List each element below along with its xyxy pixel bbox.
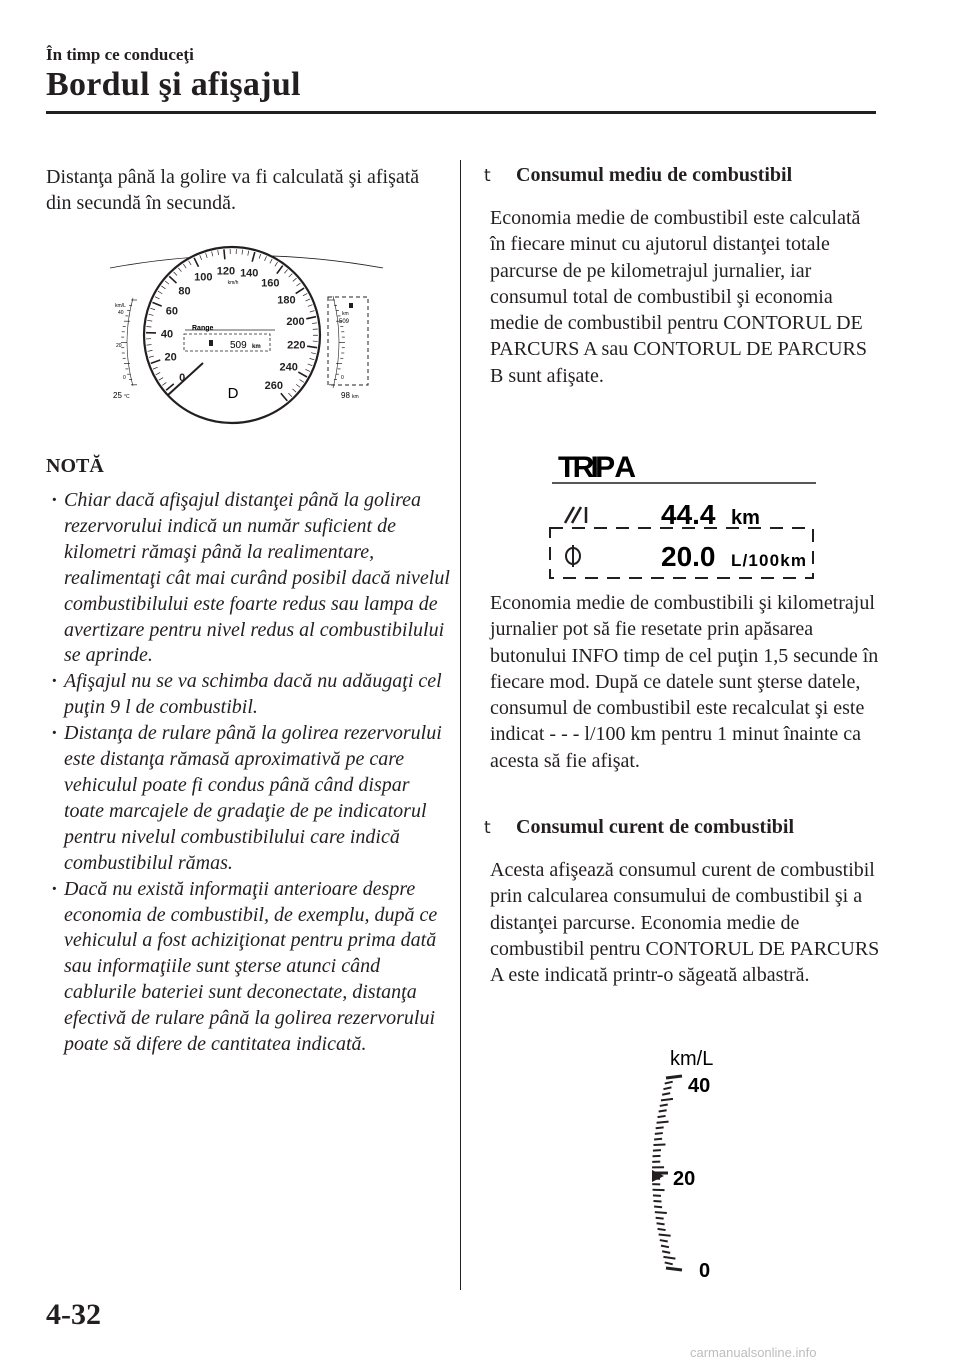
economy-tick	[658, 1229, 666, 1230]
economy-tick	[662, 1251, 670, 1253]
economy-tick	[657, 1122, 669, 1123]
economy-tick	[661, 1099, 673, 1101]
reset-paragraph: Economia medie de combustibili şi kilometrajul jurnalier pot să fie resetate prin apăsarea butonului INFO timp de cel puţin 1,5 secunde în fiecare mod. După ce datele sunt şterse datele, consumul de combustibil este recalculat şi este indicat - - - l/100 km pentru 1 minut înainte ca acesta să fie afişat.	[490, 592, 879, 772]
intro-paragraph: Distanţa până la golire va fi calculată şi afişată din secundă în secundă.	[46, 166, 420, 215]
note-item: · Chiar dacă afişajul distanţei până la golirea rezervorului indică un număr suficient de kilometri rămaşi până la realimentare, realimentaţi cât mai curând posibil dacă nivelul combustibilului este foarte redus sau lampa de avertizare pentru nivel redus al combustibilului se aprinde.	[46, 488, 451, 669]
current-consumption-paragraph: Acesta afişează consumul curent de combustibil prin calcularea consumului de combustibil şi a distanţei parcurse. Economia medie de combustibil pentru CONTORUL DE PARCURS A este indicată printr-o săgeată albastră.	[490, 859, 880, 987]
economy-tick	[654, 1207, 662, 1208]
economy-tick	[666, 1076, 682, 1078]
note-item: · Afişajul nu se va schimba dacă nu adăugaţi cel puţin 9 l de combustibil.	[46, 669, 451, 721]
economy-tick	[653, 1201, 661, 1202]
average-consumption-paragraph: Economia medie de combustibil este calculată în fiecare minut cu ajutorul distanţei totale parcurse de pe kilometrajul jurnalier, iar consumul total de combustibil şi economia medie de combustibil pentru CONTORUL DE PARCURS A sau CONTORUL DE PARCURS B sunt afişate.	[490, 207, 867, 387]
economy-tick	[654, 1139, 662, 1140]
note-item: · Dacă nu există informaţii anterioare despre economia de combustibil, de exemplu, după ce vehiculul a fost achiziţionat pentru prima dată sau informaţiile sunt şterse atunci când cablurile bateriei sunt deconectate, distanţa efectivă de rulare până la golirea rezervorului poate să difere de cantitatea indicată.	[46, 877, 451, 1058]
trip-display-illustration	[540, 445, 830, 590]
fuel-icon	[349, 303, 353, 308]
trip-distance-unit: km	[731, 507, 760, 529]
heading-current-consumption	[484, 816, 794, 839]
trip-title: TRIP A	[558, 451, 636, 484]
note-list	[46, 488, 451, 1058]
odometer-value: 98	[341, 391, 350, 400]
trip-consumption-value: 20.0	[661, 541, 716, 572]
range-label: Range	[192, 325, 214, 332]
economy-tick	[660, 1240, 668, 1241]
fuel-consumption-icon	[566, 545, 580, 567]
left-gauge-tick-40: 40	[118, 310, 124, 316]
economy-tick	[663, 1087, 671, 1089]
speed-label: 220	[287, 339, 306, 352]
right-gauge-unit: km	[342, 311, 349, 317]
right-gauge-value: 509	[339, 319, 350, 325]
economy-tick	[665, 1082, 673, 1084]
economy-tick	[663, 1257, 675, 1259]
average-distance-icon	[565, 507, 586, 523]
left-gauge-tick-0: 0	[123, 375, 126, 381]
temperature-value: 25	[113, 391, 122, 400]
speed-label: 40	[160, 328, 174, 341]
left-gauge-unit: km/L	[115, 303, 126, 309]
column-divider	[460, 160, 461, 1290]
economy-tick	[661, 1246, 669, 1248]
watermark: carmanualsonline.info	[690, 1345, 817, 1360]
speed-label: 60	[165, 305, 178, 318]
economy-tick	[656, 1218, 664, 1219]
economy-tick	[662, 1093, 670, 1095]
speed-label: 240	[279, 361, 298, 374]
section-marker: t	[484, 818, 491, 838]
section-label: În timp ce conduceţi	[46, 45, 194, 64]
economy-tick	[665, 1262, 673, 1264]
trip-consumption-unit: L/100km	[731, 551, 806, 570]
speed-label: 120	[216, 265, 236, 278]
speed-label: 0	[179, 371, 186, 384]
speed-label: 80	[178, 285, 191, 298]
economy-gauge-tick-40: 40	[688, 1075, 711, 1097]
note-title: NOTĂ	[46, 455, 104, 477]
speed-unit: km/h	[227, 280, 239, 286]
odometer-unit: km	[352, 394, 359, 400]
heading-average-consumption	[484, 164, 792, 187]
heading-text: Consumul curent de combustibil	[516, 816, 795, 838]
note-item: · Distanţa de rulare până la golirea rezervorului este distanţa rămasă aproximativă pe care vehiculul poate fi condus până când dispar toate marcajele de gradaţie de pe indicatorul pentru nivelul combustibilului care indică combustibilul rămas.	[46, 721, 451, 876]
speed-label: 20	[164, 351, 177, 364]
economy-gauge-tick-0: 0	[699, 1260, 711, 1282]
left-gauge-arc	[127, 298, 133, 386]
speed-label: 260	[264, 379, 283, 392]
speed-label: 180	[277, 294, 296, 307]
speed-label: 140	[240, 267, 259, 280]
gear-indicator: D	[227, 385, 239, 402]
economy-tick	[655, 1133, 663, 1134]
fuel-pump-icon	[209, 340, 213, 346]
economy-tick	[660, 1105, 668, 1106]
speed-label: 160	[261, 277, 280, 290]
chapter-title: Bordul şi afişajul	[46, 66, 301, 103]
header-rule	[46, 111, 876, 114]
temperature-unit: °C	[124, 394, 130, 400]
speedometer-illustration	[105, 238, 385, 438]
right-gauge-zero: 0	[341, 375, 344, 381]
speed-tick	[224, 249, 225, 259]
economy-tick	[656, 1127, 664, 1128]
range-unit: km	[252, 344, 261, 350]
economy-tick	[655, 1212, 667, 1213]
economy-tick	[657, 1223, 665, 1224]
page-number: 4-32	[46, 1298, 101, 1331]
economy-tick	[659, 1234, 671, 1235]
heading-text: Consumul mediu de combustibil	[516, 164, 793, 186]
economy-gauge-illustration	[640, 1040, 740, 1288]
speed-label: 200	[286, 316, 305, 329]
economy-gauge-tick-20: 20	[673, 1168, 696, 1190]
economy-tick	[653, 1144, 665, 1145]
economy-tick	[658, 1116, 666, 1117]
left-gauge-tick-20: 20	[116, 343, 122, 349]
economy-tick	[666, 1268, 682, 1270]
speed-label: 100	[194, 271, 213, 284]
economy-gauge-unit: km/L	[670, 1048, 714, 1070]
section-marker: t	[484, 166, 491, 186]
economy-tick	[659, 1110, 667, 1111]
range-value: 509	[230, 340, 247, 351]
trip-distance-value: 44.4	[661, 499, 716, 530]
